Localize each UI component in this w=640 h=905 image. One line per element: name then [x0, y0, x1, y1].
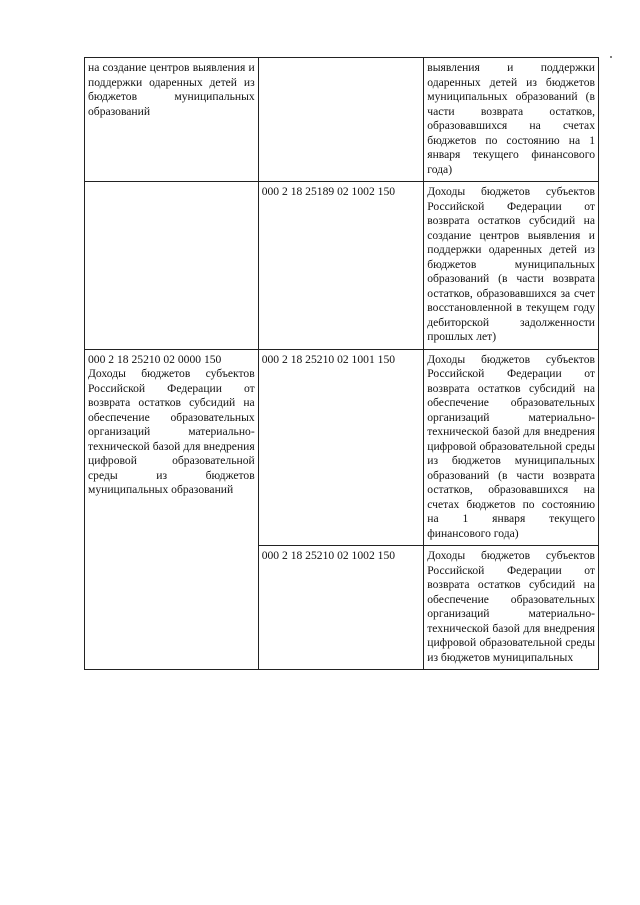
- revenue-description: Доходы бюджетов субъектов Российской Федерации от возврата остатков субсидий на обеспечение образовательных организаций материально-технической базой для внедрения цифровой образовательной среды из бюджетов муниципальных образований (в части возврата остатков, образовавшихся на счетах бюджетов по состоянию на 1 января текущего финансового года): [427, 352, 595, 540]
- margin-mark: [610, 56, 612, 58]
- revenue-description: выявления и поддержки одаренных детей из бюджетов муниципальных образований (в части возврата остатков, образовавшихся на счетах бюджетов по состоянию на 1 января текущего финансового года): [427, 61, 595, 176]
- revenue-description: Доходы бюджетов субъектов Российской Федерации от возврата остатков субсидий на создание центров выявления и поддержки одаренных детей из бюджетов муниципальных образований (в части возврата остатков, образовавшихся за счет восстановленной в текущем году дебиторской задолженности прошлых лет): [427, 185, 595, 343]
- table-row: [85, 58, 599, 182]
- table-row: [85, 349, 599, 546]
- group-description: Доходы бюджетов субъектов Российской Федерации от возврата остатков субсидий на обеспечение образовательных организаций материально-технической базой для внедрения цифровой образовательной среды из бюджетов муниципальных образований: [88, 367, 255, 496]
- table-row: [85, 182, 599, 350]
- group-description: на создание центров выявления и поддержки одаренных детей из бюджетов муниципальных образований: [88, 61, 255, 118]
- code-cell: [258, 182, 424, 350]
- group-cell-continued: [85, 182, 259, 350]
- revenue-code: 000 2 18 25210 02 1001 150: [261, 352, 396, 366]
- group-code: 000 2 18 25210 02 0000 150: [88, 352, 222, 366]
- revenue-code: 000 2 18 25210 02 1002 150: [261, 549, 396, 562]
- description-cell: [424, 349, 599, 546]
- revenue-codes-table: [84, 57, 599, 670]
- revenue-description: Доходы бюджетов субъектов Российской Федерации от возврата остатков субсидий на обеспечение образовательных организаций материально-технической базой для внедрения цифровой образовательной среды из бюджетов муниципальных: [427, 549, 595, 664]
- code-cell: [258, 349, 424, 546]
- revenue-code: 000 2 18 25189 02 1002 150: [261, 185, 396, 198]
- description-cell: [424, 58, 599, 182]
- group-cell: [85, 349, 259, 670]
- description-cell: [424, 546, 599, 670]
- code-cell: [258, 546, 424, 670]
- description-cell: [424, 182, 599, 350]
- group-cell: [85, 58, 259, 182]
- code-cell: [258, 58, 424, 182]
